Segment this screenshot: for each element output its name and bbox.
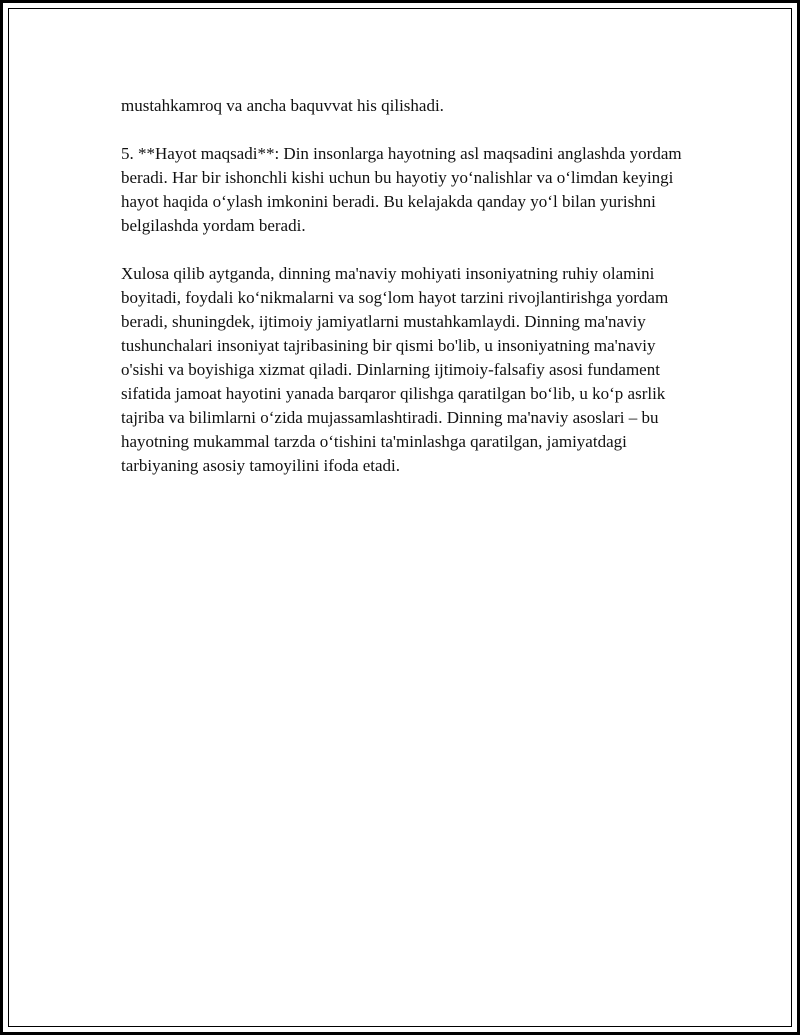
- paragraph-continuation: mustahkamroq va ancha baquvvat his qilishadi.: [121, 96, 444, 115]
- paragraph-xulosa: Xulosa qilib aytganda, dinning ma'naviy mohiyati insoniyatning ruhiy olamini boyitadi, foydali ko‘nikmalarni va sog‘lom hayot tarzini rivojlantirishga yordam beradi, shuningdek, ijtimoiy jamiyatlarni mustahkamlaydi. Dinning ma'naviy tushunchalari insoniyat tajribasining bir qismi bo'lib, u insoniyatning ma'naviy o'sishi va boyishiga xizmat qiladi. Dinlarning ijtimoiy-falsafiy asosi fundament sifatida jamoat hayotini yanada barqaror qilishga qaratilgan bo‘lib, u ko‘p asrlik tajriba va bilimlarni o‘zida mujassamlashtiradi. Dinning ma'naviy asoslari – bu hayotning mukammal tarzda o‘tishini ta'minlashga qaratilgan, jamiyatdagi tarbiyaning asosiy tamoyilini ifoda etadi.: [121, 264, 669, 475]
- document-body: [121, 94, 701, 502]
- paragraph-hayot-maqsadi: 5. **Hayot maqsadi**: Din insonlarga hayotning asl maqsadini anglashda yordam beradi. Har bir ishonchli kishi uchun bu hayotiy yo‘nalishlar va o‘limdan keyingi hayot haqida o‘ylash imkonini beradi. Bu kelajakda qanday yo‘l bilan yurishni belgilashda yordam beradi.: [121, 144, 682, 235]
